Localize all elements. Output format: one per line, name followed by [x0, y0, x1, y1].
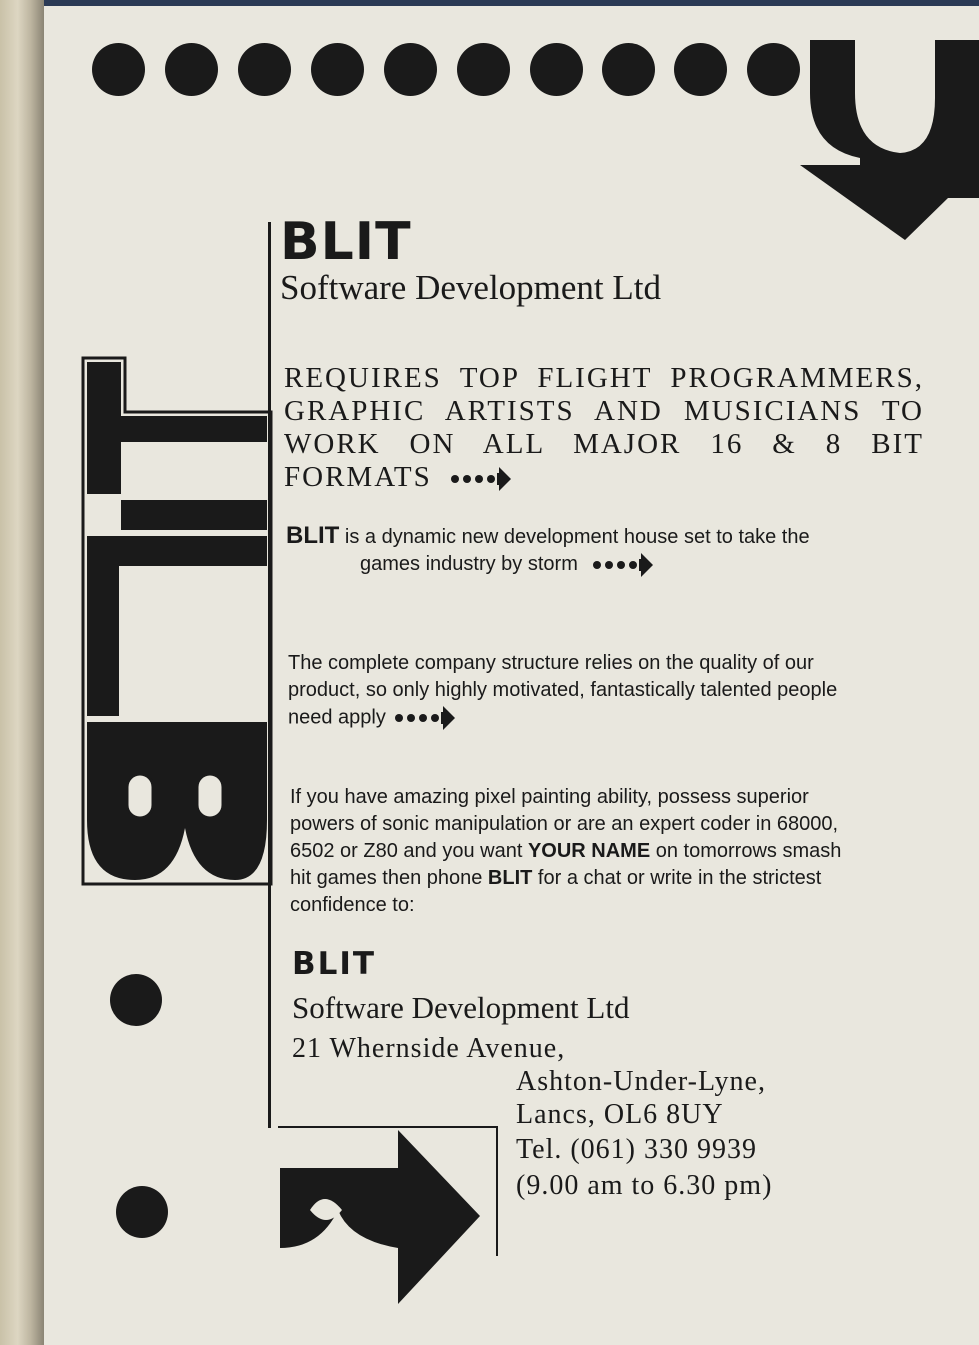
- top-dot: [530, 43, 583, 96]
- magazine-spine: [0, 0, 44, 1345]
- divider-vertical-lower: [496, 1126, 498, 1256]
- para2-line3: need apply: [288, 706, 386, 729]
- top-dot: [602, 43, 655, 96]
- your-name-emphasis: YOUR NAME: [527, 840, 651, 862]
- para2-line1: The complete company structure relies on the quality of our: [288, 652, 814, 674]
- show-through: [250, 100, 261, 145]
- para3-line5: confidence to:: [290, 894, 415, 916]
- address-telephone: Tel. (061) 330 9939: [516, 1134, 758, 1165]
- para2-line2: product, so only highly motivated, fantastically talented people: [288, 679, 838, 701]
- brand-inline: BLIT: [487, 867, 533, 889]
- address-street: 21 Whernside Avenue,: [292, 1033, 566, 1064]
- para3-line1: If you have amazing pixel painting ability, possess superior: [290, 786, 809, 808]
- address-hours: (9.00 am to 6.30 pm): [516, 1170, 773, 1201]
- top-dot: [384, 43, 437, 96]
- page-top-edge: [0, 0, 979, 6]
- blit-vertical-logo: [75, 350, 275, 890]
- top-dot: [238, 43, 291, 96]
- para3-line3a: 6502 or Z80 and you want: [290, 840, 528, 862]
- top-dot: [92, 43, 145, 96]
- divider-vertical: [268, 222, 271, 1128]
- para1-text: is a dynamic new development house set to take the: [339, 526, 810, 548]
- bullet-arrow-icon: [449, 465, 519, 493]
- side-dot: [110, 974, 162, 1026]
- para3-line2: powers of sonic manipulation or are an expert coder in 68000,: [290, 813, 839, 835]
- para1-text2: games industry by storm: [360, 553, 578, 576]
- bullet-arrow-icon: [591, 551, 661, 579]
- brand-inline: BLIT: [286, 522, 340, 549]
- side-dot: [116, 1186, 168, 1238]
- para3-line4b: for a chat or write in the strictest: [532, 867, 822, 889]
- top-dot: [674, 43, 727, 96]
- para3-line4a: hit games then phone: [290, 867, 488, 889]
- paragraph-details: [290, 784, 930, 919]
- company-subtitle: Software Development Ltd: [280, 268, 662, 307]
- address-company: BLIT: [292, 946, 377, 982]
- top-dot: [457, 43, 510, 96]
- arrow-down-right-icon: [800, 38, 979, 243]
- top-dot: [311, 43, 364, 96]
- para3-line3b: on tomorrows smash: [650, 840, 842, 862]
- address-town: Ashton-Under-Lyne,: [516, 1066, 766, 1097]
- headline: [284, 362, 924, 494]
- top-dot: [747, 43, 800, 96]
- divider-horizontal: [278, 1126, 498, 1128]
- paragraph-intro: [286, 522, 926, 579]
- bullet-arrow-icon: [393, 704, 463, 732]
- address-company-sub: Software Development Ltd: [292, 990, 630, 1025]
- company-name: BLIT: [280, 212, 412, 272]
- address-county: Lancs, OL6 8UY: [516, 1099, 724, 1130]
- headline-text: REQUIRES TOP FLIGHT PROGRAMMERS, GRAPHIC ARTISTS AND MUSICIANS TO WORK ON ALL MAJOR 16 & 8 BIT FORMATS: [284, 362, 924, 493]
- paragraph-structure: [288, 650, 928, 732]
- top-dot: [165, 43, 218, 96]
- arrow-right-icon: [280, 1130, 485, 1306]
